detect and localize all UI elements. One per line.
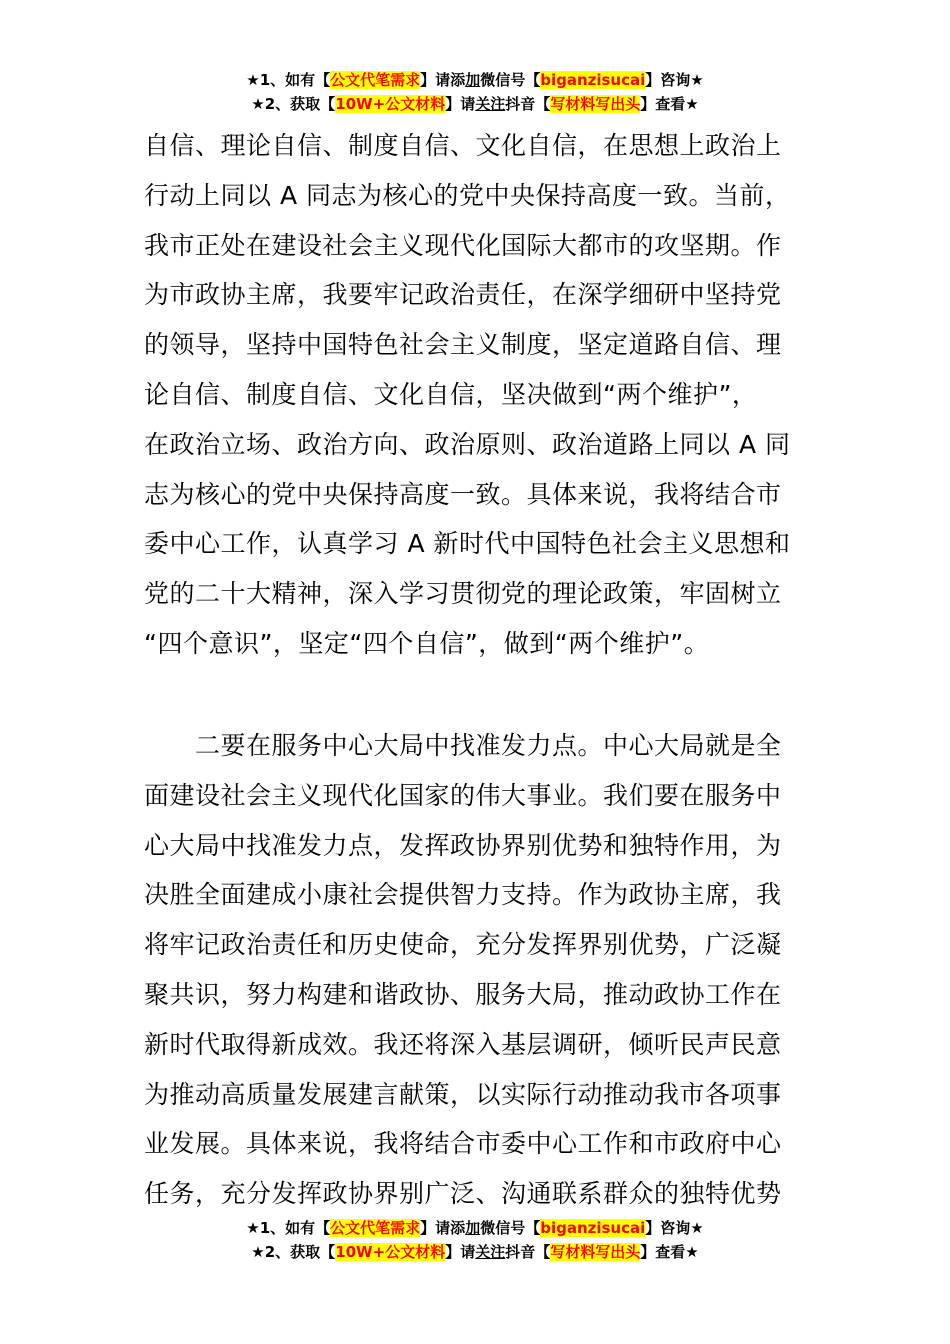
banner-text: 抖音【 [505,1243,551,1261]
banner-text: ★1、如有【 [246,1219,331,1237]
banner-text: 】请添 [420,1219,466,1237]
banner-text: 微信号【 [480,1219,541,1237]
highlight-text: 10W+公文材料 [335,1243,446,1261]
text-line: “四个意识”，坚定“四个自信”，做到“两个维护”。 [144,628,710,658]
paragraph-2 [144,721,808,1219]
header-banner [0,68,950,116]
text-line: 任务，充分发挥政协界别广泛、沟通联系群众的独特优势 [144,1179,782,1209]
banner-line-1 [0,1216,950,1240]
paragraph-1 [144,121,808,669]
banner-text: 】咨询★ [645,1219,704,1237]
emphasis-text: 加 [465,1219,481,1237]
banner-text: 】请添 [420,71,466,89]
text-line: 为市政协主席，我要牢记政治责任，在深学细研中坚持党 [144,280,782,310]
banner-text: 】查看★ [640,95,699,113]
banner-text: ★2、获取【 [251,95,336,113]
banner-text: 】请 [445,1243,476,1261]
douyin-account: 写材料写出头 [550,1243,641,1261]
text-line: 委中心工作，认真学习 A 新时代中国特色社会主义思想和 [144,529,791,559]
footer-banner [0,1216,950,1264]
banner-text: 】查看★ [640,1243,699,1261]
emphasis-text: 关注 [475,1243,506,1261]
banner-line-1 [0,68,950,92]
text-line: 论自信、制度自信、文化自信，坚决做到“两个维护”， [144,379,758,409]
text-line: 在政治立场、政治方向、政治原则、政治道路上同以 A 同 [144,429,791,459]
banner-text: 微信号【 [480,71,541,89]
banner-text: 】咨询★ [645,71,704,89]
emphasis-text: 关注 [475,95,506,113]
banner-line-2 [0,1240,950,1264]
text-line: 党的二十大精神，深入学习贯彻党的理论政策，牢固树立 [144,579,782,609]
text-line: 新时代取得新成效。我还将深入基层调研，倾听民声民意 [144,1029,782,1059]
text-line: 的领导，坚持中国特色社会主义制度，坚定道路自信、理 [144,330,782,360]
text-line: 自信、理论自信、制度自信、文化自信，在思想上政治上 [144,131,782,160]
highlight-text: 10W+公文材料 [335,95,446,113]
text-line: 我市正处在建设社会主义现代化国际大都市的攻坚期。作 [144,230,782,260]
douyin-account: 写材料写出头 [550,95,641,113]
text-line: 心大局中找准发力点，发挥政协界别优势和独特作用，为 [144,830,782,860]
text-line: 决胜全面建成小康社会提供智力支持。作为政协主席，我 [144,880,782,910]
text-line: 聚共识，努力构建和谐政协、服务大局，推动政协工作在 [144,979,782,1009]
highlight-text: 公文代笔需求 [330,71,421,89]
banner-text: 】请 [445,95,476,113]
banner-text: ★1、如有【 [246,71,331,89]
wechat-id: biganzisucai [540,1219,646,1237]
banner-text: ★2、获取【 [251,1243,336,1261]
text-line: 志为核心的党中央保持高度一致。具体来说，我将结合市 [144,479,782,509]
text-line: 将牢记政治责任和历史使命，充分发挥界别优势，广泛凝 [144,930,782,960]
text-line: 行动上同以 A 同志为核心的党中央保持高度一致。当前， [144,180,791,210]
text-line: 面建设社会主义现代化国家的伟大事业。我们要在服务中 [144,780,782,810]
text-line: 业发展。具体来说，我将结合市委中心工作和市政府中心 [144,1129,782,1159]
text-line: 二要在服务中心大局中找准发力点。中心大局就是全 [144,731,782,760]
text-line: 为推动高质量发展建言献策，以实际行动推动我市各项事 [144,1079,782,1109]
banner-line-2 [0,92,950,116]
banner-text: 抖音【 [505,95,551,113]
wechat-id: biganzisucai [540,71,646,89]
highlight-text: 公文代笔需求 [330,1219,421,1237]
emphasis-text: 加 [465,71,481,89]
